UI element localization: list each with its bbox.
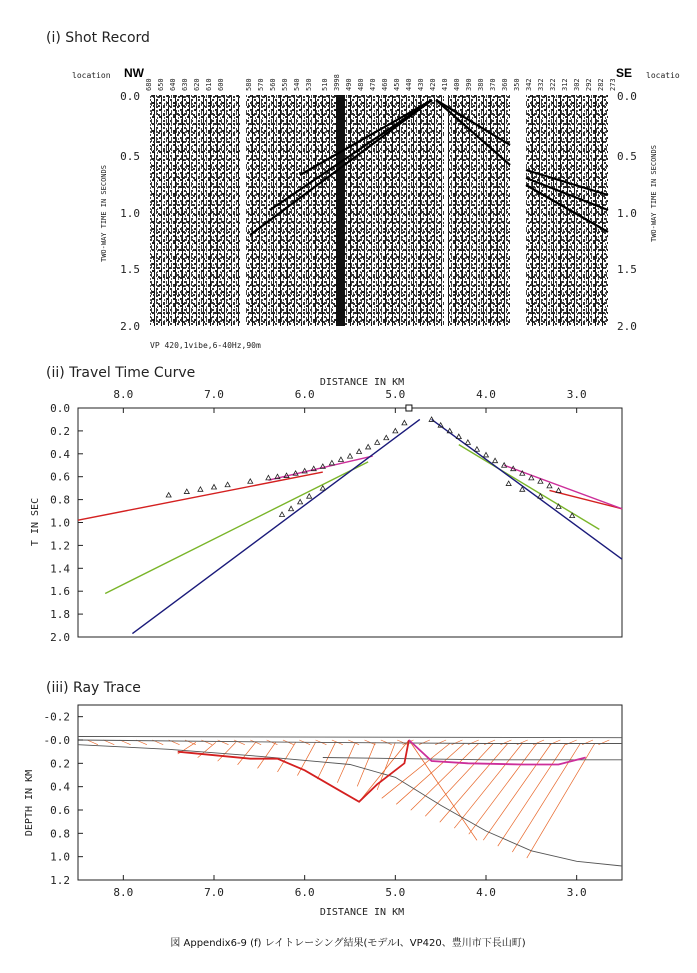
shot-location-label: 630 xyxy=(181,78,189,91)
travel-time-point xyxy=(366,444,371,449)
ray-trace-layer xyxy=(78,745,622,866)
ray-trace-y-tick-label: 0.4 xyxy=(50,780,70,794)
ray-path xyxy=(501,740,512,745)
shot-right-tick: 1.0 xyxy=(617,207,637,220)
shot-left-axis-label: TWO-WAY TIME IN SECONDS xyxy=(100,165,108,262)
travel-time-y-tick-label: 1.6 xyxy=(50,585,70,599)
shot-location-label: 312 xyxy=(561,78,569,91)
travel-time-point xyxy=(502,463,507,468)
ray-path xyxy=(527,744,595,859)
ray-trace-y-tick-label: 1.2 xyxy=(50,874,70,887)
ray-path xyxy=(238,742,256,764)
ray-path xyxy=(484,740,495,745)
shot-left-tick: 1.5 xyxy=(120,263,140,276)
shot-left-tick: 2.0 xyxy=(120,320,140,333)
shot-location-label: 282 xyxy=(597,78,605,91)
shot-location-label: 570 xyxy=(257,78,265,91)
travel-time-point xyxy=(184,489,189,494)
travel-time-point xyxy=(307,494,312,499)
ray-trace-x-tick-label: 7.0 xyxy=(204,886,224,899)
travel-time-point xyxy=(348,454,353,459)
shot-location-label: 322 xyxy=(549,78,557,91)
shot-location-label: 600 xyxy=(217,78,225,91)
shot-location-label: 370 xyxy=(489,78,497,91)
ray-trace-x-tick-label: 4.0 xyxy=(476,886,496,899)
shot-location-label: 420 xyxy=(429,78,437,91)
shot-location-left-label: location xyxy=(72,71,111,80)
travel-time-plot-frame xyxy=(78,408,622,637)
travel-time-y-tick-label: 0.0 xyxy=(50,402,70,415)
travel-time-x-tick-label: 6.0 xyxy=(294,388,315,401)
ray-trace-y-tick-label: 0.6 xyxy=(50,804,70,817)
shot-location-label: 460 xyxy=(381,78,389,91)
ray-trace-y-tick-label: -0.2 xyxy=(43,710,70,724)
shot-location-label: 480 xyxy=(357,78,365,91)
shot-location-label: 350 xyxy=(513,78,521,91)
shot-location-label: 360 xyxy=(501,78,509,91)
shot-location-label: 390 xyxy=(465,78,473,91)
shot-left-tick: 0.5 xyxy=(120,150,140,163)
travel-time-point xyxy=(266,475,271,480)
shot-location-label: 302 xyxy=(573,78,581,91)
travel-time-panel xyxy=(30,365,622,644)
travel-time-points xyxy=(166,417,574,518)
shot-location-label: 380 xyxy=(477,78,485,91)
ray-trace-plot-frame xyxy=(78,705,622,880)
ray-trace-y-tick-label: 0.2 xyxy=(50,757,70,771)
shot-location-label: 440 xyxy=(405,78,413,91)
travel-time-axes xyxy=(50,388,586,644)
travel-time-x-tick-label: 3.0 xyxy=(566,388,587,401)
ray-path xyxy=(483,744,551,841)
ray-trace-panel xyxy=(24,680,622,918)
shot-location-right-label: locatio xyxy=(646,71,680,80)
travel-time-point xyxy=(375,440,380,445)
ray-path xyxy=(359,740,409,802)
ray-trace-x-tick-label: 6.0 xyxy=(294,886,315,899)
ray-trace-title: (iii) Ray Trace xyxy=(46,680,141,696)
travel-time-x-tick-label: 8.0 xyxy=(113,388,134,401)
ray-path xyxy=(258,742,276,768)
travel-time-point xyxy=(456,434,461,439)
ray-path xyxy=(218,742,236,761)
ray-trace-y-tick-label: -0.0 xyxy=(43,734,70,747)
shot-right-tick: 2.0 xyxy=(617,320,637,333)
shot-location-label: 410 xyxy=(441,78,449,91)
travel-time-point xyxy=(493,458,498,463)
shot-location-label: 470 xyxy=(369,78,377,91)
ray-path xyxy=(381,740,392,745)
shot-location-label: 3998 xyxy=(333,74,341,91)
ray-path xyxy=(397,740,408,745)
travel-time-y-tick-label: 0.6 xyxy=(50,470,70,484)
travel-time-line xyxy=(432,419,622,559)
travel-time-point xyxy=(357,449,362,454)
travel-time-point xyxy=(298,499,303,504)
ray-trace-layer xyxy=(78,737,622,738)
travel-time-y-tick-label: 0.8 xyxy=(50,493,70,507)
shot-location-label: 610 xyxy=(205,78,213,91)
shot-location-label: 580 xyxy=(245,78,253,91)
travel-time-x-axis-label: DISTANCE IN KM xyxy=(319,377,405,388)
shot-y-axis-right xyxy=(617,90,658,333)
shot-location-label: 430 xyxy=(417,78,425,91)
shot-left-tick: 0.0 xyxy=(120,90,140,103)
travel-time-y-tick-label: 1.2 xyxy=(50,539,70,553)
travel-time-title: (ii) Travel Time Curve xyxy=(46,365,196,381)
shot-record-title: (i) Shot Record xyxy=(46,30,150,46)
travel-time-point xyxy=(198,487,203,492)
travel-time-point xyxy=(384,435,389,440)
travel-time-y-tick-label: 0.4 xyxy=(50,447,70,461)
ray-trace-x-tick-label: 5.0 xyxy=(385,886,406,899)
ray-path xyxy=(277,742,295,772)
ray-path xyxy=(411,744,479,811)
ray-path xyxy=(469,744,537,835)
travel-time-x-tick-label: 5.0 xyxy=(385,388,406,401)
ray-trace-y-tick-label: 0.8 xyxy=(50,827,70,841)
travel-time-point xyxy=(506,481,511,486)
se-label: SE xyxy=(616,66,633,80)
shot-right-axis-label: TWO-WAY TIME IN SECONDS xyxy=(650,145,658,242)
shot-location-label: 550 xyxy=(281,78,289,91)
travel-time-point xyxy=(166,493,171,498)
travel-time-point xyxy=(484,452,489,457)
shot-location-label: 490 xyxy=(345,78,353,91)
ray-path xyxy=(468,740,479,745)
travel-time-y-tick-label: 1.4 xyxy=(50,562,70,576)
travel-time-y-tick-label: 1.0 xyxy=(50,516,70,530)
ray-path xyxy=(87,740,98,745)
shot-location-label: 273 xyxy=(609,78,617,91)
travel-time-line xyxy=(78,472,323,520)
seismic-record-image xyxy=(150,95,608,326)
travel-time-point xyxy=(225,482,230,487)
shot-right-tick: 0.0 xyxy=(617,90,637,103)
travel-time-x-tick-label: 4.0 xyxy=(476,388,496,401)
ray-path xyxy=(317,742,335,779)
shot-location-label: 560 xyxy=(269,78,277,91)
travel-time-y-axis-label: T IN SEC xyxy=(30,497,41,547)
ray-path xyxy=(582,740,593,745)
shot-location-labels xyxy=(145,74,617,91)
shot-location-label: 400 xyxy=(453,78,461,91)
ray-trace-axes xyxy=(44,711,587,899)
shot-location-label: 650 xyxy=(157,78,165,91)
travel-time-point xyxy=(289,506,294,511)
travel-time-point xyxy=(329,460,334,465)
shot-location-label: 510 xyxy=(321,78,329,91)
nw-label: NW xyxy=(124,66,144,80)
shot-location-label: 540 xyxy=(293,78,301,91)
ray-path xyxy=(435,740,446,745)
ray-path xyxy=(201,740,212,745)
shot-record-panel xyxy=(46,30,680,350)
ray-path xyxy=(419,740,430,745)
travel-time-point xyxy=(465,440,470,445)
travel-time-point xyxy=(547,483,552,488)
travel-time-point xyxy=(212,485,217,490)
figure-caption: 図 Appendix6-9 (f) レイトレーシング結果(モデルⅠ、VP420、豊川市下長山町) xyxy=(170,938,526,949)
travel-time-x-tick-label: 7.0 xyxy=(204,388,224,401)
shot-right-tick: 1.5 xyxy=(617,263,637,276)
travel-time-line xyxy=(105,462,368,594)
travel-time-line xyxy=(132,419,419,633)
ray-path xyxy=(533,740,544,745)
shot-location-label: 332 xyxy=(537,78,545,91)
travel-time-point xyxy=(556,488,561,493)
shot-location-label: 292 xyxy=(585,78,593,91)
ray-path xyxy=(218,740,229,745)
travel-time-lines xyxy=(78,419,622,633)
travel-time-y-tick-label: 0.2 xyxy=(50,424,70,438)
ray-trace-y-tick-label: 1.0 xyxy=(50,850,70,864)
travel-time-point xyxy=(474,447,479,452)
ray-path xyxy=(357,742,375,786)
ray-trace-y-axis-label: DEPTH IN KM xyxy=(24,769,35,837)
travel-time-y-tick-label: 1.8 xyxy=(50,608,70,622)
ray-path xyxy=(498,744,566,847)
travel-time-point xyxy=(280,512,285,517)
travel-time-point xyxy=(393,428,398,433)
shot-location-label: 680 xyxy=(145,78,153,91)
ray-trace-x-axis-label: DISTANCE IN KM xyxy=(319,907,405,918)
ray-trace-x-tick-label: 8.0 xyxy=(113,886,134,899)
shot-location-label: 640 xyxy=(169,78,177,91)
travel-time-point xyxy=(248,479,253,484)
shot-left-tick: 1.0 xyxy=(120,207,140,220)
shot-location-label: 342 xyxy=(525,78,533,91)
ray-path xyxy=(598,740,609,745)
ray-trace-x-tick-label: 3.0 xyxy=(566,886,587,899)
travel-time-line xyxy=(459,445,600,530)
travel-time-point xyxy=(338,457,343,462)
ray-path xyxy=(566,740,577,745)
shot-location-label: 450 xyxy=(393,78,401,91)
shot-caption: VP 420,1vibe,6-40Hz,90m xyxy=(150,341,261,350)
travel-time-point xyxy=(429,417,434,422)
shot-location-label: 530 xyxy=(305,78,313,91)
source-marker xyxy=(406,405,412,411)
shot-right-tick: 0.5 xyxy=(617,150,637,163)
ray-path xyxy=(454,744,522,829)
shot-location-label: 620 xyxy=(193,78,201,91)
ray-path xyxy=(337,742,355,782)
shot-y-axis-left xyxy=(100,90,140,333)
travel-time-point xyxy=(402,420,407,425)
ray-path xyxy=(452,740,463,745)
travel-time-y-tick-label: 2.0 xyxy=(50,631,70,644)
travel-time-point xyxy=(320,486,325,491)
ray-path xyxy=(425,744,493,817)
ray-trace-layers xyxy=(78,737,622,867)
